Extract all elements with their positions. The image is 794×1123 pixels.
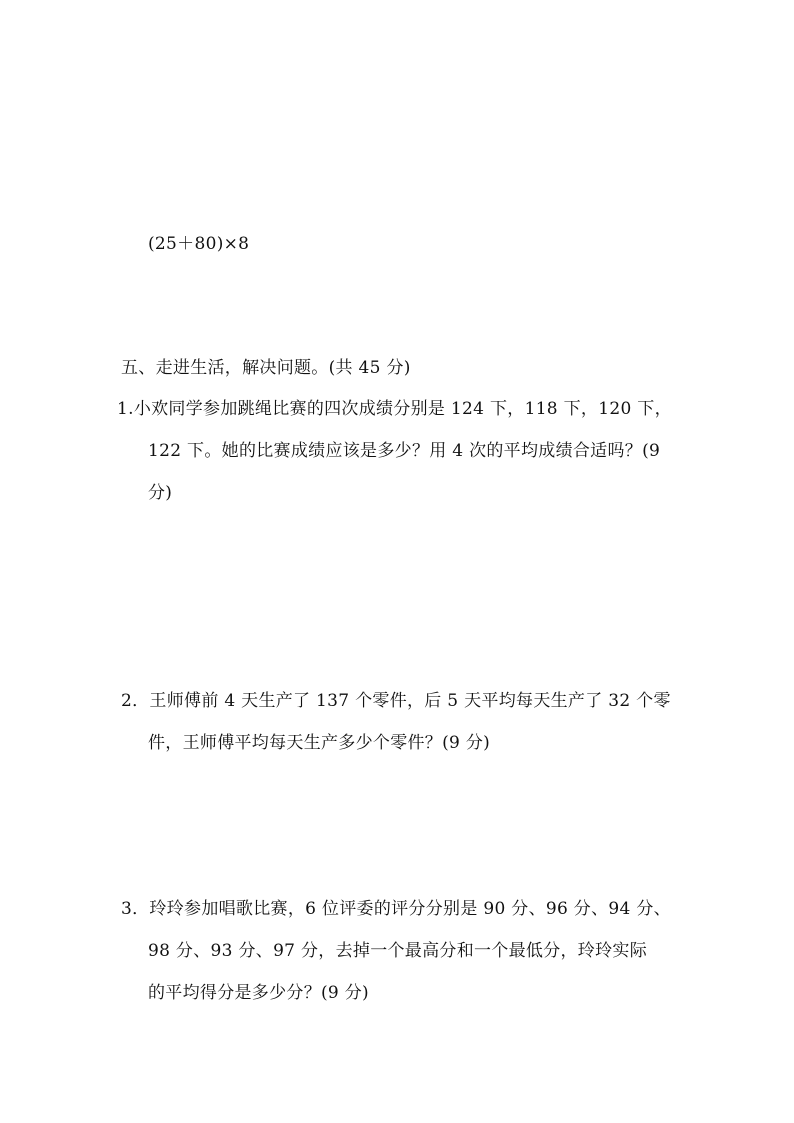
question-1-line-2: 122 下。她的比赛成绩应该是多少？用 4 次的平均成绩合适吗？(9	[148, 441, 661, 461]
section-heading: 五、走进生活，解决问题。(共 45 分)	[121, 358, 411, 378]
question-3-line-1: 3．玲玲参加唱歌比赛，6 位评委的评分分别是 90 分、96 分、94 分、	[121, 899, 671, 919]
question-2-line-1: 2．王师傅前 4 天生产了 137 个零件，后 5 天平均每天生产了 32 个零	[121, 691, 671, 711]
question-2-line-2: 件，王师傅平均每天生产多少个零件？(9 分)	[148, 733, 491, 753]
question-1-line-3: 分)	[148, 483, 173, 503]
calculation-expression: (25＋80)×8	[148, 234, 250, 254]
question-3-line-3: 的平均得分是多少分？(9 分)	[148, 983, 369, 1003]
question-3-line-2: 98 分、93 分、97 分，去掉一个最高分和一个最低分，玲玲实际	[148, 941, 648, 961]
question-1-line-1: 1.小欢同学参加跳绳比赛的四次成绩分别是 124 下，118 下，120 下，	[117, 399, 672, 419]
